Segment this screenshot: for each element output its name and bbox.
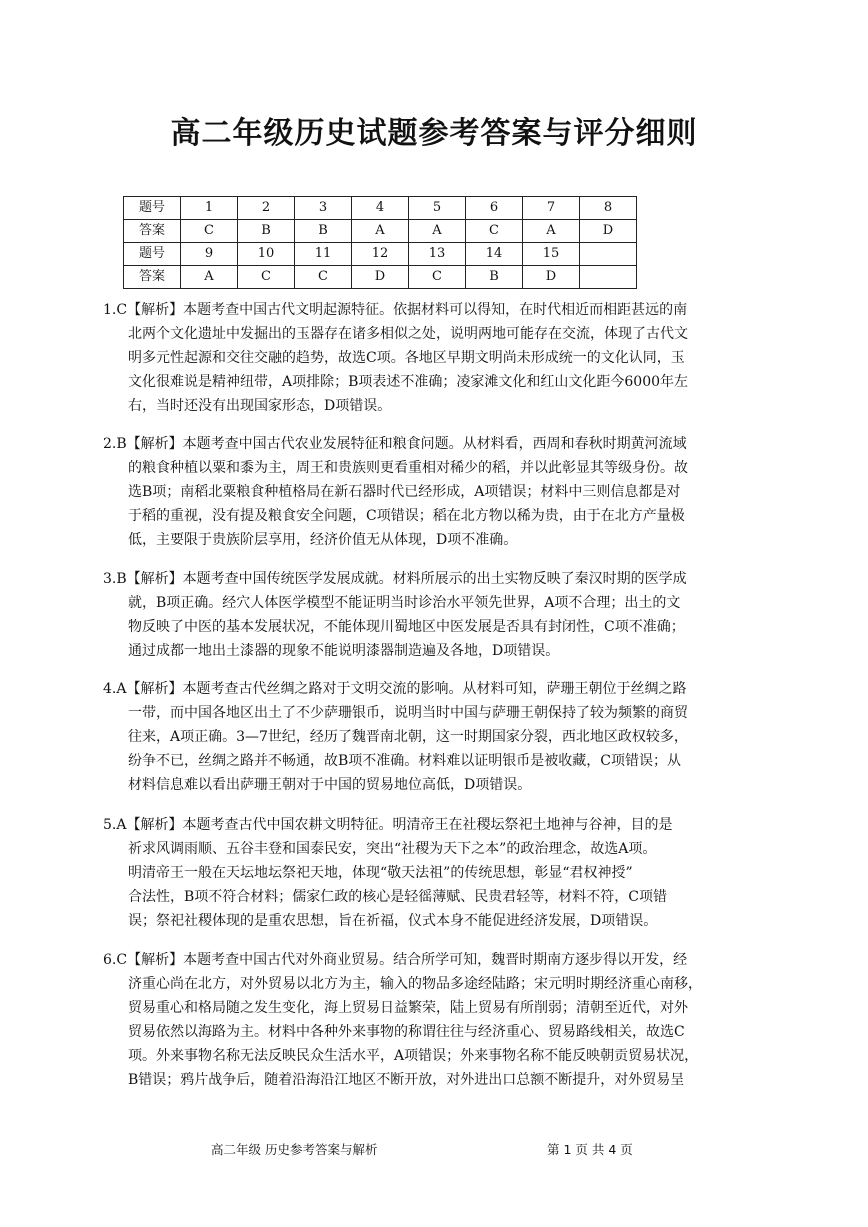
answer-table-cell: 8 [580,197,637,220]
analysis-item [103,813,743,933]
answer-table [123,196,637,289]
page-title: 高二年级历史试题参考答案与评分细则 [170,116,698,151]
answer-table-cell: C [295,266,352,289]
analysis-first-line [103,677,743,701]
answer-table-cell: 5 [409,197,466,220]
answer-table-row-header: 答案 [124,266,181,289]
analysis-text-line: 贸易依然以海路为主。材料中各种外来事物的称谓往往与经济重心、贸易路线相关，故选C [128,1024,685,1040]
analysis-text-line: 贸易重心和格局随之发生变化，海上贸易日益繁荣，陆上贸易有所削弱；清朝至近代，对外 [128,1000,688,1016]
analysis-text-line: 于稻的重视，没有提及粮食安全问题，C项错误；稻在北方物以稀为贵，由于在北方产量极 [128,508,685,524]
answer-table-cell: 10 [238,243,295,266]
analysis-text-line: 纷争不已，丝绸之路并不畅通，故B项不准确。材料难以证明银币是被收藏，C项错误；从 [128,753,681,769]
answer-table-cell: D [523,266,580,289]
analysis-item [103,298,743,418]
answer-table-row [124,220,637,243]
analysis-text-line: 文化很难说是精神纽带，A项排除；B项表述不准确；凌家滩文化和红山文化距今6000年左 [128,374,689,390]
answer-table-cell: 11 [295,243,352,266]
analysis-text-line: 右，当时还没有出现国家形态，D项错误。 [128,398,392,414]
analysis-text-line: B错误；鸦片战争后，随着沿海沿江地区不断开放，对外进出口总额不断提升，对外贸易呈 [128,1072,685,1088]
answer-table-cell: 2 [238,197,295,220]
analysis-text-line: 物反映了中医的基本发展状况，不能体现川蜀地区中医发展是否具有封闭性，C项不准确； [128,619,685,635]
analysis-answer-label: 4.A【解析】 [103,681,183,697]
answer-table-cell: 6 [466,197,523,220]
answer-table-cell: 9 [181,243,238,266]
answer-table-cell [580,266,637,289]
answer-table-cell: 7 [523,197,580,220]
analysis-text: 本题考查中国古代文明起源特征。依据材料可以得知，在时代相近而相距甚远的南 [183,302,688,318]
answer-table-row-header: 题号 [124,197,181,220]
analysis-first-line [103,432,743,456]
answer-table-cell: C [466,220,523,243]
analysis-answer-label: 5.A【解析】 [103,817,183,833]
answer-table-cell: 15 [523,243,580,266]
answer-table-cell: B [466,266,523,289]
analysis-text-line: 北两个文化遗址中发掘出的玉器存在诸多相似之处，说明两地可能存在交流，体现了古代文 [128,326,688,342]
analysis-text-line: 低，主要限于贵族阶层享用，经济价值无从体现，D项不准确。 [128,532,518,548]
answer-table-cell [580,243,637,266]
analysis-text-line: 明清帝王一般在天坛地坛祭祀天地，体现“敬天法祖”的传统思想，彰显“君权神授” [128,865,633,881]
analysis-item [103,948,743,1092]
analysis-text: 本题考查中国古代农业发展特征和粮食问题。从材料看，西周和春秋时期黄河流域 [182,436,687,452]
analysis-text-line: 误；祭祀社稷体现的是重农思想，旨在祈福，仪式本身不能促进经济发展，D项错误。 [128,913,658,929]
analysis-text-line: 明多元性起源和交往交融的趋势，故选C项。各地区早期文明尚未形成统一的文化认同，玉 [128,350,685,366]
analysis-text-line: 的粮食种植以粟和黍为主，周王和贵族则更看重相对稀少的稻，并以此彰显其等级身份。故 [128,460,688,476]
answer-table-cell: 12 [352,243,409,266]
analysis-text-line: 祈求风调雨顺、五谷丰登和国泰民安，突出“社稷为天下之本”的政治理念，故选A项。 [128,841,657,857]
answer-table-cell: D [352,266,409,289]
answer-table-cell: B [295,220,352,243]
answer-table-cell: A [352,220,409,243]
analysis-first-line [103,298,743,322]
analysis-text: 本题考查古代中国农耕文明特征。明清帝王在社稷坛祭祀土地神与谷神，目的是 [182,817,673,833]
footer-page-number: 第 1 页 共 4 页 [547,1142,633,1157]
answer-table-cell: 1 [181,197,238,220]
analysis-text-line: 合法性，B项不符合材料；儒家仁政的核心是轻徭薄赋、民贵君轻等，材料不符，C项错 [128,889,667,905]
answer-table-cell: 4 [352,197,409,220]
analysis-first-line [103,813,743,837]
analysis-text-line: 材料信息难以看出萨珊王朝对于中国的贸易地位高低，D项错误。 [128,777,532,793]
answer-table-cell: A [523,220,580,243]
answer-table-cell: A [409,220,466,243]
analysis-answer-label: 2.B【解析】 [103,436,183,452]
analysis-text: 本题考查中国古代对外商业贸易。结合所学可知，魏晋时期南方逐步得以开发，经 [183,952,688,968]
analysis-text-line: 选B项；南稻北粟粮食种植格局在新石器时代已经形成，A项错误；材料中三则信息都是对 [128,484,681,500]
footer-left: 高二年级 历史参考答案与解析 [211,1142,378,1157]
analysis-first-line [103,948,743,972]
analysis-item [103,432,743,552]
answer-table-cell: A [181,266,238,289]
analysis-item [103,567,743,663]
analysis-first-line [103,567,743,591]
answer-table-cell: C [238,266,295,289]
answer-table-row [124,266,637,289]
answer-table-row [124,197,637,220]
analysis-text-line: 项。外来事物名称无法反映民众生活水平，A项错误；外来事物名称不能反映朝贡贸易状况， [128,1048,699,1064]
analysis-text-line: 一带，而中国各地区出土了不少萨珊银币，说明当时中国与萨珊王朝保持了较为频繁的商贸 [128,705,688,721]
answer-table-cell: C [409,266,466,289]
analysis-answer-label: 1.C【解析】 [103,302,184,318]
analysis-text-line: 就，B项正确。经穴人体医学模型不能证明当时诊治水平领先世界，A项不合理；出土的文 [128,595,681,611]
answer-table-row [124,243,637,266]
answer-table-cell: D [580,220,637,243]
analysis-text-line: 通过成都一地出土漆器的现象不能说明漆器制造遍及各地，D项错误。 [128,643,560,659]
answer-table-cell: B [238,220,295,243]
analysis-text-line: 济重心尚在北方，对外贸易以北方为主，输入的物品多途经陆路；宋元明时期经济重心南移， [128,976,702,992]
answer-table-cell: 14 [466,243,523,266]
answer-table-row-header: 答案 [124,220,181,243]
analysis-text-line: 往来，A项正确。3—7世纪，经历了魏晋南北朝，这一时期国家分裂，西北地区政权较多， [128,729,688,745]
answer-table-cell: 13 [409,243,466,266]
answer-table-row-header: 题号 [124,243,181,266]
analysis-item [103,677,743,797]
analysis-text: 本题考查中国传统医学发展成就。材料所展示的出土实物反映了秦汉时期的医学成 [182,571,687,587]
analysis-text: 本题考查古代丝绸之路对于文明交流的影响。从材料可知，萨珊王朝位于丝绸之路 [182,681,687,697]
answer-table-cell: 3 [295,197,352,220]
answer-table-cell: C [181,220,238,243]
analysis-answer-label: 3.B【解析】 [103,571,183,587]
analysis-answer-label: 6.C【解析】 [103,952,184,968]
